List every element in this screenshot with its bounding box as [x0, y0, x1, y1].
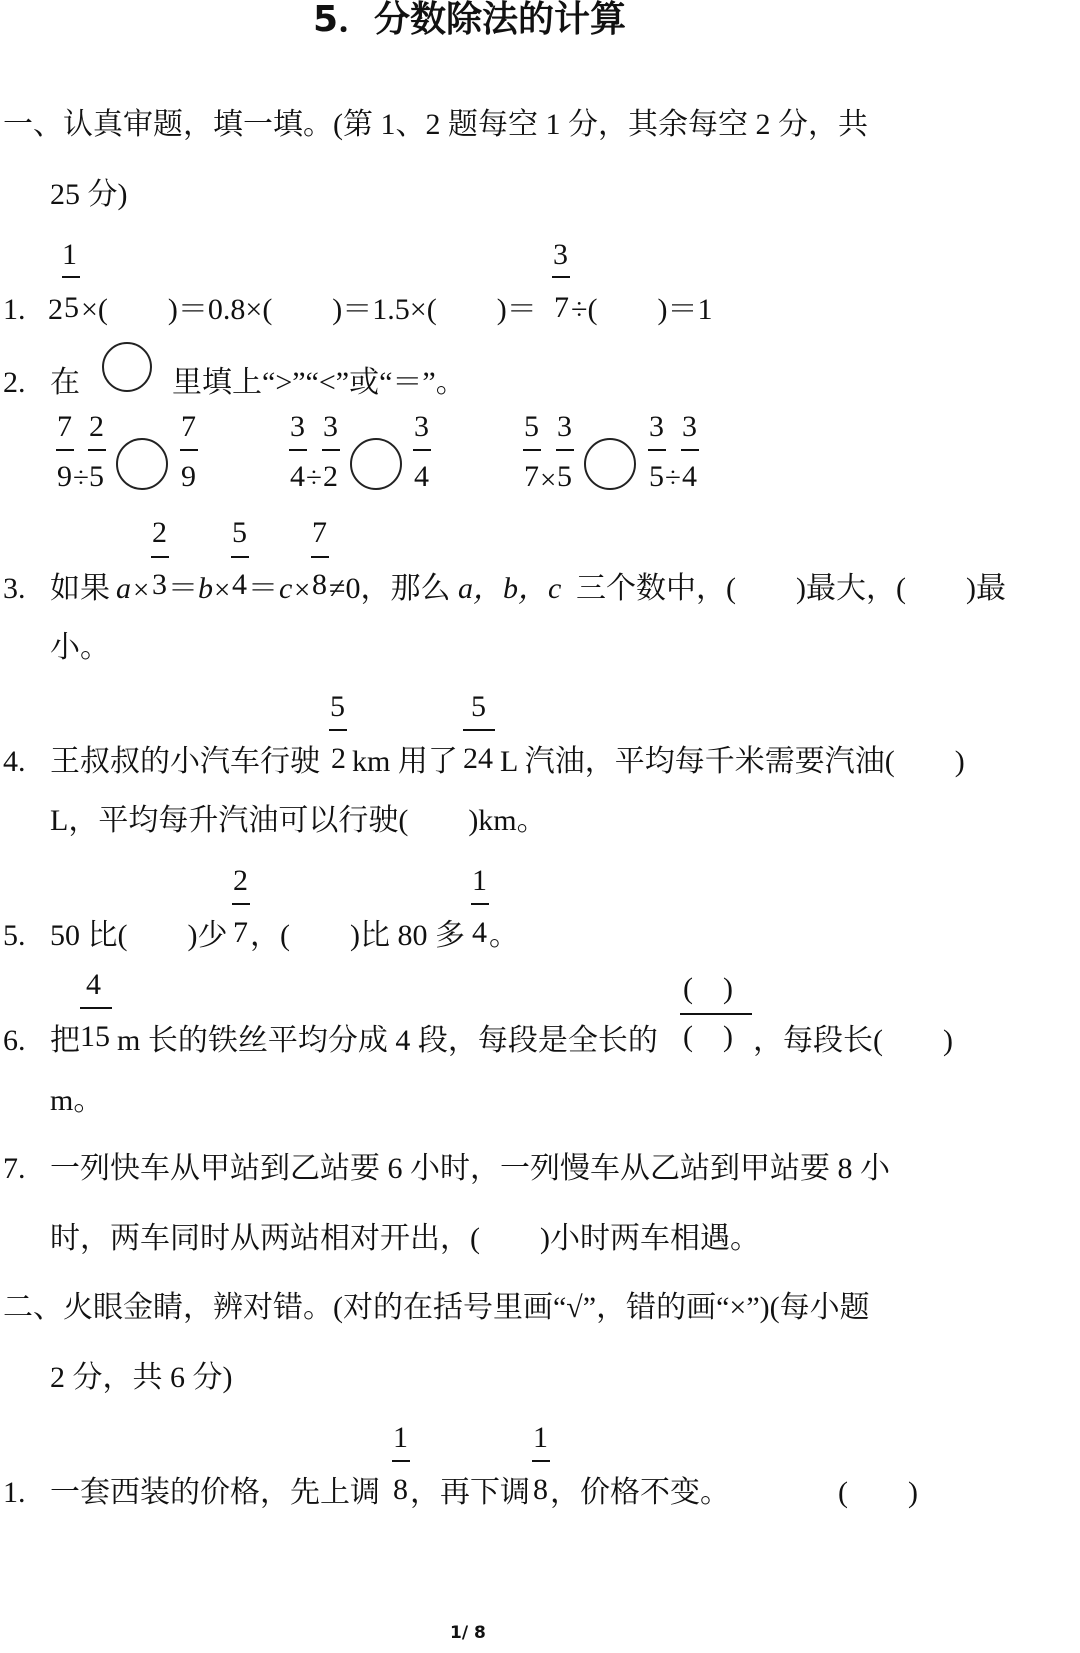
question-text: ，( )比 80 多	[250, 919, 465, 952]
question-text: 三个数中，( )最大，( )最	[576, 572, 1006, 605]
page-title: 5．分数除法的计算	[313, 0, 627, 40]
operator: ÷	[73, 462, 89, 494]
question-number: 3.	[3, 572, 26, 605]
fraction-denominator: 9	[57, 460, 72, 493]
fraction-numerator: 3	[557, 410, 572, 443]
fraction-denominator: 8	[312, 568, 327, 601]
fraction-bar	[471, 903, 489, 905]
fraction-bar	[56, 449, 74, 451]
answer-circle[interactable]	[102, 342, 152, 392]
question-number: 2.	[3, 366, 26, 399]
question-text: 把	[50, 1024, 80, 1057]
question-text: 里填上“>”“<”或“＝”。	[172, 366, 466, 399]
fraction-denominator: 5	[89, 460, 104, 493]
fraction-numerator: 4	[86, 968, 101, 1001]
question-text: 。	[489, 919, 519, 952]
fraction-bar	[180, 449, 198, 451]
question-text: 王叔叔的小汽车行驶	[50, 745, 320, 778]
fraction-bar	[231, 556, 249, 558]
question-text: 一列快车从甲站到乙站要 6 小时，一列慢车从乙站到甲站要 8 小	[50, 1152, 890, 1185]
section-2-heading-cont: 2 分，共 6 分)	[50, 1361, 233, 1394]
question-number: 5.	[3, 919, 26, 952]
question-text: ，再下调	[410, 1476, 530, 1509]
fraction-bar	[523, 449, 541, 451]
fraction-numerator: 7	[181, 410, 196, 443]
question-number: 4.	[3, 745, 26, 778]
operator: ×	[540, 464, 557, 496]
fraction-numerator: 3	[649, 410, 664, 443]
fraction-bar	[88, 449, 106, 451]
operator: ×	[133, 574, 150, 606]
question-number: 1.	[3, 1476, 26, 1509]
fraction-numerator: 1	[393, 1421, 408, 1454]
fraction-denominator: 5	[64, 291, 79, 324]
fraction-denominator: 9	[181, 460, 196, 493]
fraction-denominator: 7	[554, 291, 569, 324]
equation-text: ÷( )＝1	[571, 293, 713, 326]
fraction-numerator: 1	[62, 238, 77, 271]
question-text: km 用了	[352, 745, 458, 778]
fraction-numerator: 7	[312, 516, 327, 549]
blank-numerator[interactable]: ( )	[683, 972, 733, 1005]
fraction-denominator: 2	[323, 460, 338, 493]
question-text: m 长的铁丝平均分成 4 段，每段是全长的	[117, 1024, 658, 1057]
fraction-bar	[556, 449, 574, 451]
fraction-bar	[289, 449, 307, 451]
fraction-denominator: 7	[524, 460, 539, 493]
whole-number: 2	[48, 293, 63, 326]
fraction-denominator: 7	[233, 916, 248, 949]
question-text: 如果	[50, 572, 110, 605]
fraction-numerator: 5	[330, 690, 345, 723]
page-number: 1/ 8	[450, 1623, 486, 1643]
operator: ＝	[168, 572, 198, 605]
fraction-denominator: 2	[331, 742, 346, 775]
fraction-numerator: 5	[232, 516, 247, 549]
question-text: 50 比( )少	[50, 919, 228, 952]
fraction-denominator: 8	[393, 1473, 408, 1506]
question-number: 1.	[3, 293, 26, 326]
operator: ×	[294, 574, 311, 606]
answer-circle[interactable]	[350, 438, 402, 490]
fraction-denominator: 5	[557, 460, 572, 493]
fraction-bar	[151, 556, 169, 558]
fraction-numerator: 2	[152, 516, 167, 549]
fraction-bar	[322, 449, 340, 451]
answer-parentheses[interactable]: ( )	[838, 1476, 918, 1509]
fraction-bar	[413, 449, 431, 451]
variable-a: a	[116, 572, 131, 605]
section-1-heading: 一、认真审题，填一填。(第 1、2 题每空 1 分，其余每空 2 分，共	[3, 108, 868, 141]
fraction-bar	[311, 556, 329, 558]
fraction-numerator: 1	[472, 864, 487, 897]
operator: ÷	[665, 462, 681, 494]
fraction-bar	[392, 1460, 410, 1462]
question-number: 7.	[3, 1152, 26, 1185]
blank-denominator[interactable]: ( )	[683, 1020, 733, 1053]
question-text: L 汽油，平均每千米需要汽油( )	[500, 745, 965, 778]
fraction-bar	[648, 449, 666, 451]
fraction-bar	[80, 1007, 112, 1009]
answer-circle[interactable]	[116, 438, 168, 490]
variables: a，b，c	[458, 572, 562, 605]
question-text: ，每段长( )	[753, 1024, 953, 1057]
operator: ×	[214, 574, 231, 606]
fraction-numerator: 3	[290, 410, 305, 443]
fraction-numerator: 3	[414, 410, 429, 443]
fraction-denominator: 3	[152, 568, 167, 601]
operator: ＝	[248, 572, 278, 605]
question-number: 6.	[3, 1024, 26, 1057]
fraction-bar	[552, 276, 570, 278]
fraction-numerator: 5	[524, 410, 539, 443]
fraction-denominator: 15	[80, 1020, 110, 1053]
fraction-bar	[680, 1013, 752, 1015]
fraction-denominator: 8	[533, 1473, 548, 1506]
fraction-bar	[232, 903, 250, 905]
question-text: 在	[50, 366, 80, 399]
fraction-bar	[62, 276, 80, 278]
fraction-denominator: 4	[232, 568, 247, 601]
question-text-cont: L，平均每升汽油可以行驶( )km。	[50, 804, 547, 837]
fraction-numerator: 7	[57, 410, 72, 443]
answer-circle[interactable]	[584, 438, 636, 490]
fraction-denominator: 5	[649, 460, 664, 493]
operator: ÷	[306, 462, 322, 494]
fraction-bar	[532, 1460, 550, 1462]
fraction-denominator: 4	[414, 460, 429, 493]
fraction-denominator: 4	[682, 460, 697, 493]
fraction-bar	[329, 729, 347, 731]
section-2-heading: 二、火眼金睛，辨对错。(对的在括号里画“√”，错的画“×”)(每小题	[3, 1291, 870, 1324]
variable-b: b	[198, 572, 213, 605]
fraction-numerator: 3	[682, 410, 697, 443]
fraction-numerator: 2	[89, 410, 104, 443]
variable-c: c	[279, 572, 293, 605]
fraction-denominator: 4	[290, 460, 305, 493]
fraction-bar	[463, 729, 495, 731]
fraction-denominator: 24	[463, 742, 493, 775]
question-text: ≠0，那么	[329, 572, 451, 605]
fraction-numerator: 1	[533, 1421, 548, 1454]
section-1-heading-cont: 25 分)	[50, 178, 128, 211]
question-text-cont: 时，两车同时从两站相对开出，( )小时两车相遇。	[50, 1222, 760, 1255]
fraction-numerator: 2	[233, 864, 248, 897]
fraction-numerator: 3	[323, 410, 338, 443]
fraction-numerator: 3	[553, 238, 568, 271]
question-text-cont: m。	[50, 1084, 104, 1117]
equation-text: ×( )＝0.8×( )＝1.5×( )＝	[81, 293, 537, 326]
fraction-numerator: 5	[471, 690, 486, 723]
question-text-cont: 小。	[50, 631, 110, 664]
question-text: ，价格不变。	[550, 1476, 730, 1509]
fraction-bar	[681, 449, 699, 451]
question-text: 一套西装的价格，先上调	[50, 1476, 380, 1509]
fraction-denominator: 4	[472, 916, 487, 949]
